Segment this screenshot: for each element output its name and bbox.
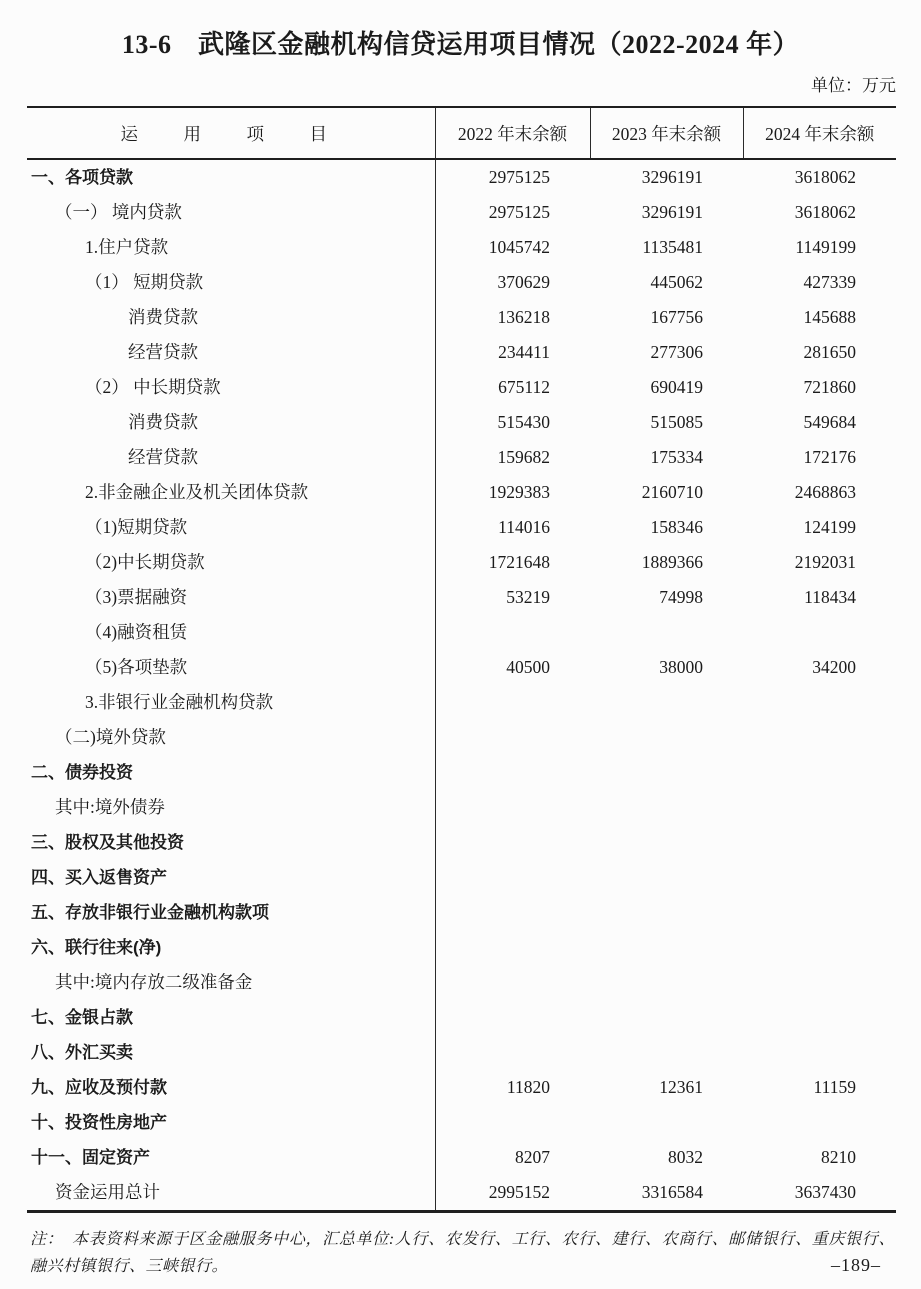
row-label: 消费贷款: [27, 300, 435, 335]
table-row: [27, 755, 896, 790]
table-row: [27, 895, 896, 930]
value-2022: 675112: [498, 377, 550, 397]
value-2023: 3296191: [641, 202, 703, 222]
table-row: [27, 580, 896, 615]
value-2024: 3618062: [794, 202, 856, 222]
value-2024: 281650: [803, 342, 856, 362]
value-2022: [435, 930, 590, 965]
value-2024: [743, 965, 896, 1000]
value-2022: 515430: [497, 412, 550, 432]
row-label: 其中:境外债券: [27, 790, 435, 825]
table-row: [27, 405, 896, 440]
value-2023: [590, 720, 743, 755]
table-row: [27, 335, 896, 370]
value-2024: 145688: [803, 307, 856, 327]
value-2023: [590, 1105, 743, 1140]
value-2024: [743, 1000, 896, 1035]
value-2023: 1135481: [642, 237, 703, 257]
table-row: [27, 475, 896, 510]
value-2023: 74998: [659, 587, 703, 607]
value-2023: 12361: [659, 1077, 703, 1097]
row-label: 六、联行往来(净): [27, 930, 435, 965]
table-row: [27, 825, 896, 860]
value-2022: 114016: [498, 517, 550, 537]
value-2024: [743, 860, 896, 895]
value-2024: 427339: [803, 272, 856, 292]
value-2024: [743, 615, 896, 650]
value-2023: 3316584: [641, 1182, 703, 1202]
table-row: [27, 1175, 896, 1212]
table-row: [27, 510, 896, 545]
value-2024: [743, 685, 896, 720]
value-2022: 1721648: [488, 552, 550, 572]
table-row: [27, 1000, 896, 1035]
table-row: [27, 685, 896, 720]
value-2023: 277306: [650, 342, 703, 362]
value-2024: [743, 720, 896, 755]
table-row: [27, 1035, 896, 1070]
value-2024: 3618062: [794, 167, 856, 187]
table-row: [27, 1140, 896, 1175]
value-2023: [590, 825, 743, 860]
value-2022: [435, 895, 590, 930]
row-label: 3.非银行业金融机构贷款: [27, 685, 435, 720]
row-label: 十、投资性房地产: [27, 1105, 435, 1140]
value-2022: 11820: [506, 1077, 550, 1097]
value-2024: 118434: [804, 587, 856, 607]
row-label: 其中:境内存放二级准备金: [27, 965, 435, 1000]
value-2023: [590, 685, 743, 720]
value-2023: 175334: [650, 447, 703, 467]
value-2024: 8210: [821, 1147, 856, 1167]
table-row: [27, 440, 896, 475]
value-2022: 136218: [497, 307, 550, 327]
row-label: 八、外汇买卖: [27, 1035, 435, 1070]
value-2023: 515085: [650, 412, 703, 432]
value-2022: [435, 755, 590, 790]
row-label: 二、债券投资: [27, 755, 435, 790]
value-2022: 2975125: [488, 167, 550, 187]
value-2023: 2160710: [641, 482, 703, 502]
value-2024: 11159: [813, 1077, 856, 1097]
table-row: [27, 1070, 896, 1105]
row-label: （一） 境内贷款: [27, 195, 435, 230]
value-2022: 234411: [498, 342, 550, 362]
value-2024: 549684: [803, 412, 856, 432]
row-label: （1） 短期贷款: [27, 265, 435, 300]
row-label: 九、应收及预付款: [27, 1070, 435, 1105]
page-title: 13-6 武隆区金融机构信贷运用项目情况（2022-2024 年）: [121, 30, 800, 59]
value-2023: [590, 1000, 743, 1035]
row-label: （5)各项垫款: [27, 650, 435, 685]
value-2024: 721860: [803, 377, 856, 397]
column-header-2023-balance: 2023 年末余额: [590, 107, 743, 159]
value-2023: [590, 1035, 743, 1070]
value-2023: 690419: [650, 377, 703, 397]
table-row: [27, 965, 896, 1000]
table-row: [27, 230, 896, 265]
value-2022: 2995152: [488, 1182, 550, 1202]
table-row: [27, 1105, 896, 1140]
value-2023: [590, 790, 743, 825]
table-row: [27, 615, 896, 650]
table-header-row: [27, 107, 896, 159]
row-label: （4)融资租赁: [27, 615, 435, 650]
value-2023: 8032: [668, 1147, 703, 1167]
value-2022: [435, 825, 590, 860]
value-2024: [743, 1035, 896, 1070]
value-2022: 159682: [497, 447, 550, 467]
table-row: [27, 720, 896, 755]
value-2022: 53219: [506, 587, 550, 607]
table-row: [27, 650, 896, 685]
value-2023: 158346: [650, 517, 703, 537]
value-2023: [590, 930, 743, 965]
table-row: [27, 195, 896, 230]
row-label: （2)中长期贷款: [27, 545, 435, 580]
row-label: （2） 中长期贷款: [27, 370, 435, 405]
row-label: 三、股权及其他投资: [27, 825, 435, 860]
value-2022: 1929383: [488, 482, 550, 502]
value-2024: [743, 790, 896, 825]
value-2024: [743, 930, 896, 965]
column-header-usage-items: 运 用 项 目: [27, 107, 435, 159]
table-row: [27, 300, 896, 335]
value-2022: [435, 1105, 590, 1140]
value-2022: [435, 860, 590, 895]
value-2024: 1149199: [795, 237, 856, 257]
value-2023: 445062: [650, 272, 703, 292]
row-label: 消费贷款: [27, 405, 435, 440]
value-2023: 167756: [650, 307, 703, 327]
value-2023: [590, 895, 743, 930]
row-label: （1)短期贷款: [27, 510, 435, 545]
value-2023: [590, 755, 743, 790]
value-2022: 40500: [506, 657, 550, 677]
value-2022: [435, 790, 590, 825]
table-row: [27, 159, 896, 195]
table-row: [27, 930, 896, 965]
value-2024: 124199: [803, 517, 856, 537]
value-2023: [590, 860, 743, 895]
credit-usage-table: [27, 106, 896, 1213]
value-2024: [743, 825, 896, 860]
table-row: [27, 370, 896, 405]
unit-label: 单位：万元: [811, 76, 896, 95]
table-row: [27, 545, 896, 580]
row-label: 资金运用总计: [27, 1175, 435, 1212]
value-2022: [435, 1035, 590, 1070]
row-label: 四、买入返售资产: [27, 860, 435, 895]
value-2024: 2468863: [794, 482, 856, 502]
value-2022: [435, 720, 590, 755]
row-label: 2.非金融企业及机关团体贷款: [27, 475, 435, 510]
value-2023: 38000: [659, 657, 703, 677]
value-2024: 172176: [803, 447, 856, 467]
table-row: [27, 790, 896, 825]
value-2022: [435, 1000, 590, 1035]
value-2024: [743, 755, 896, 790]
value-2022: [435, 615, 590, 650]
table-note: 注： 本表资料来源于区金融服务中心，汇总单位:人行、农发行、工行、农行、建行、农商行、邮储银行、重庆银行、融兴村镇银行、三峡银行。: [30, 1231, 895, 1275]
page-number: –189–: [831, 1255, 881, 1275]
value-2023: 1889366: [641, 552, 703, 572]
row-label: 经营贷款: [27, 335, 435, 370]
row-label: 1.住户贷款: [27, 230, 435, 265]
table-body: [27, 159, 896, 1212]
value-2022: 1045742: [488, 237, 550, 257]
row-label: 经营贷款: [27, 440, 435, 475]
value-2022: [435, 685, 590, 720]
value-2023: [590, 615, 743, 650]
row-label: （3)票据融资: [27, 580, 435, 615]
value-2023: [590, 965, 743, 1000]
value-2024: 34200: [812, 657, 856, 677]
value-2024: 3637430: [794, 1182, 856, 1202]
table-row: [27, 265, 896, 300]
value-2024: [743, 895, 896, 930]
row-label: 一、各项贷款: [27, 159, 435, 195]
column-header-2024-balance: 2024 年末余额: [743, 107, 896, 159]
row-label: 五、存放非银行业金融机构款项: [27, 895, 435, 930]
value-2022: 370629: [497, 272, 550, 292]
value-2022: 8207: [515, 1147, 550, 1167]
value-2023: 3296191: [641, 167, 703, 187]
row-label: 十一、固定资产: [27, 1140, 435, 1175]
value-2022: [435, 965, 590, 1000]
value-2024: [743, 1105, 896, 1140]
value-2022: 2975125: [488, 202, 550, 222]
column-header-2022-balance: 2022 年末余额: [435, 107, 590, 159]
table-row: [27, 860, 896, 895]
row-label: （二)境外贷款: [27, 720, 435, 755]
value-2024: 2192031: [794, 552, 856, 572]
row-label: 七、金银占款: [27, 1000, 435, 1035]
